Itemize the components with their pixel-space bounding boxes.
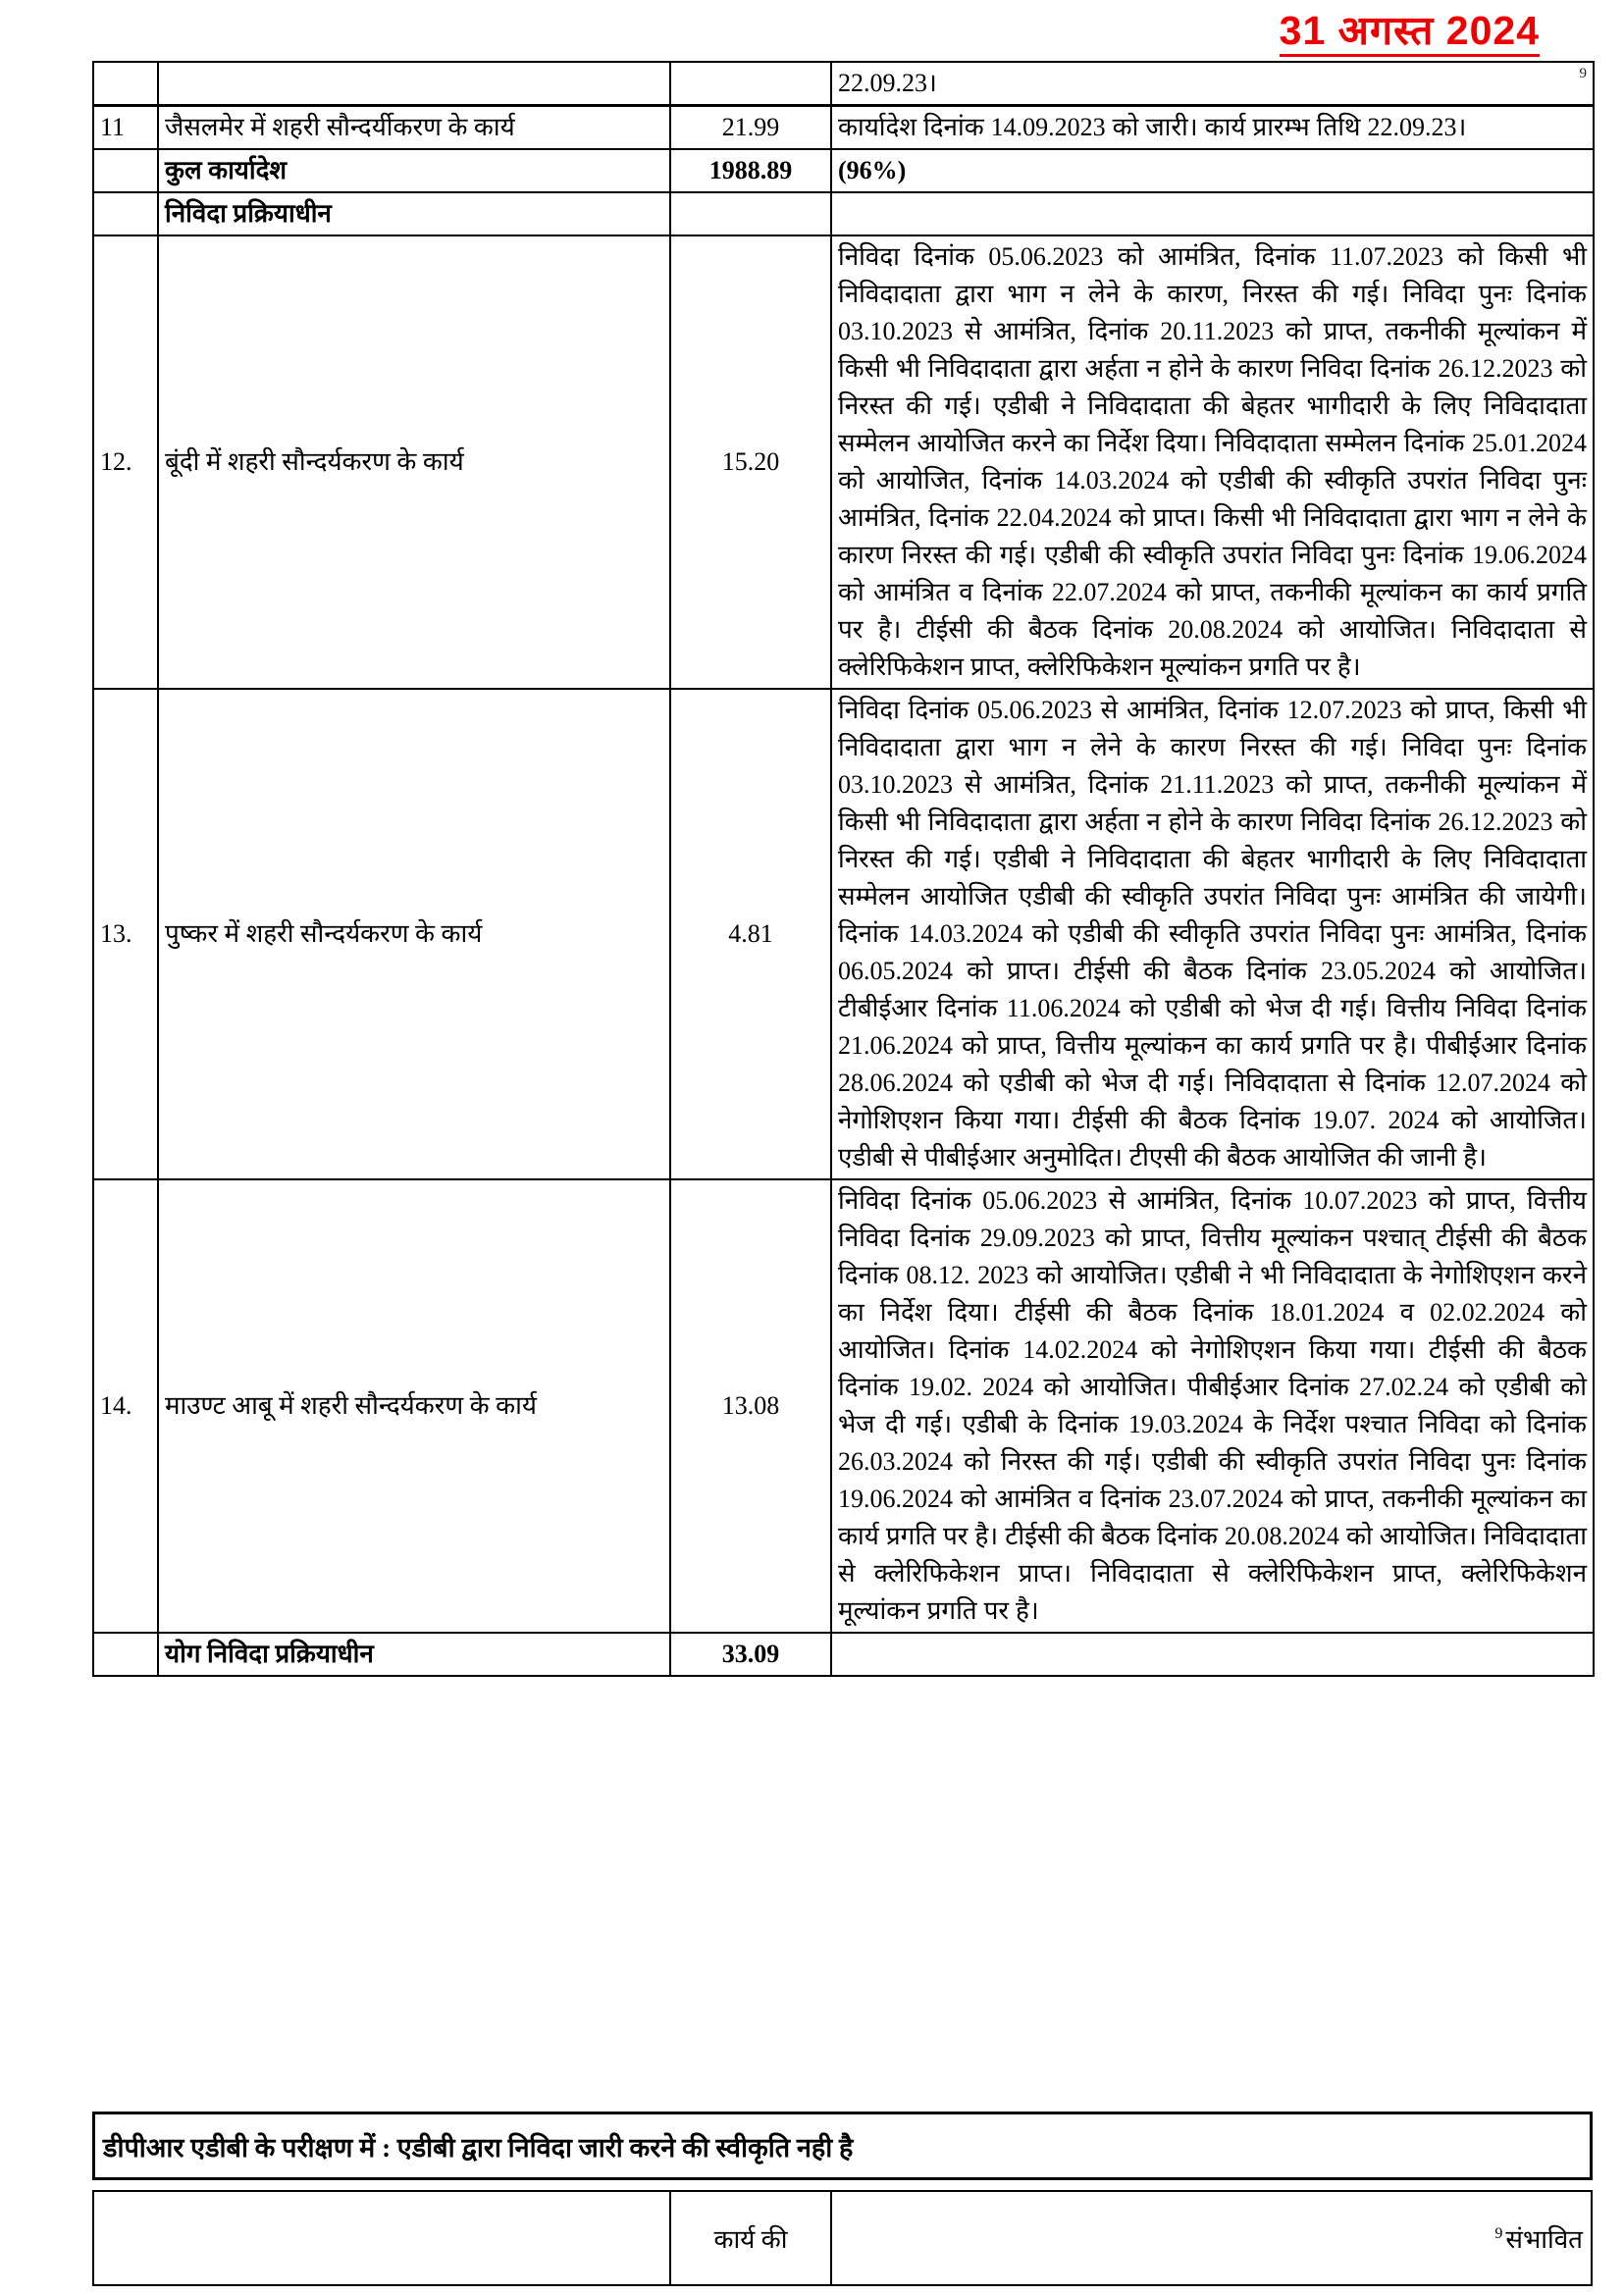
works-progress-table bbox=[92, 61, 1595, 1677]
row-remark: निविदा दिनांक 05.06.2023 से आमंत्रित, दिनांक 10.07.2023 को प्राप्त, वित्तीय निविदा दिनांक 29.09.2023 को प्राप्त, वित्तीय मूल्यांकन पश्चात् टीईसी की बैठक दिनांक 08.12. 2023 को आयोजित। एडीबी ने भी निविदादाता के नेगोशिएशन करने का निर्देश दिया। टीईसी की बैठक दिनांक 18.01.2024 व 02.02.2024 को आयोजित। दिनांक 14.02.2024 को नेगोशिएशन किया गया। टीईसी की बैठक दिनांक 19.02. 2024 को आयोजित। पीबीईआर दिनांक 27.02.24 को एडीबी को भेज दी गई। एडीबी के दिनांक 19.03.2024 के निर्देश पश्चात निविदा को दिनांक 26.03.2024 को निरस्त की गई। एडीबी की स्वीकृति उपरांत निविदा पुनः दिनांक 19.06.2024 को आमंत्रित व दिनांक 23.07.2024 को प्राप्त, तकनीकी मूल्यांकन का कार्य प्रगति पर है। टीईसी की बैठक दिनांक 20.08.2024 को आयोजित। निविदादाता से क्लेरिफिकेशन प्राप्त। निविदादाता से क्लेरिफिकेशन प्राप्त, क्लेरिफिकेशन मूल्यांकन प्रगति पर है। bbox=[831, 1179, 1594, 1633]
row-serial: 11 bbox=[93, 106, 158, 150]
total-label: कुल कार्यादेश bbox=[158, 149, 670, 192]
row-serial bbox=[93, 149, 158, 192]
row-remark bbox=[831, 62, 1594, 106]
table-row-section bbox=[93, 192, 1594, 235]
row-serial bbox=[93, 1633, 158, 1676]
footer-note-table bbox=[92, 2112, 1593, 2180]
row-work-name: पुष्कर में शहरी सौन्दर्यकरण के कार्य bbox=[158, 689, 670, 1179]
row-remark bbox=[831, 192, 1594, 235]
table-row-subtotal bbox=[93, 1633, 1594, 1676]
footer-cell-probable bbox=[831, 2191, 1592, 2285]
row-work-name bbox=[158, 62, 670, 106]
row-amount: 13.08 bbox=[670, 1179, 831, 1633]
total-amount: 1988.89 bbox=[670, 149, 831, 192]
table-row bbox=[93, 62, 1594, 106]
row-remark: निविदा दिनांक 05.06.2023 से आमंत्रित, दिनांक 12.07.2023 को प्राप्त, किसी भी निविदादाता द्वारा भाग न लेने के कारण निरस्त की गई। निविदा पुनः दिनांक 03.10.2023 से आमंत्रित, दिनांक 21.11.2023 को प्राप्त, तकनीकी मूल्यांकन में किसी भी निविदादाता द्वारा अर्हता न होने के कारण निविदा दिनांक 26.12.2023 को निरस्त की गई। एडीबी ने निविदादाता की बेहतर भागीदारी के लिए निविदादाता सम्मेलन आयोजित एडीबी की स्वीकृति उपरांत निविदा पुनः आमंत्रित की जायेगी। दिनांक 14.03.2024 को एडीबी की स्वीकृति उपरांत निविदा पुनः आमंत्रित, दिनांक 06.05.2024 को प्राप्त। टीईसी की बैठक दिनांक 23.05.2024 को आयोजित। टीबीईआर दिनांक 11.06.2024 को एडीबी को भेज दी गई। वित्तीय निविदा दिनांक 21.06.2024 को प्राप्त, वित्तीय मूल्यांकन का कार्य प्रगति पर है। पीबीईआर दिनांक 28.06.2024 को एडीबी को भेज दी गई। निविदादाता से दिनांक 12.07.2024 को नेगोशिएशन किया गया। टीईसी की बैठक दिनांक 19.07. 2024 को आयोजित। एडीबी से पीबीईआर अनुमोदित। टीएसी की बैठक आयोजित की जानी है। bbox=[831, 689, 1594, 1179]
footer-cell-probable-text: संभावित bbox=[1505, 2225, 1583, 2254]
row-amount: 4.81 bbox=[670, 689, 831, 1179]
page-number-mark: 9 bbox=[1494, 2225, 1503, 2243]
footer-note-row bbox=[94, 2113, 1592, 2179]
footer-partial-table bbox=[92, 2190, 1593, 2286]
row-amount bbox=[670, 192, 831, 235]
table-row-total bbox=[93, 149, 1594, 192]
footer-note-text: डीपीआर एडीबी के परीक्षण में : एडीबी द्वारा निविदा जारी करने की स्वीकृति नही है bbox=[94, 2113, 1592, 2179]
table-row bbox=[93, 235, 1594, 689]
subtotal-label: योग निविदा प्रक्रियाधीन bbox=[158, 1633, 670, 1676]
section-label: निविदा प्रक्रियाधीन bbox=[158, 192, 670, 235]
table-row bbox=[93, 689, 1594, 1179]
row-amount bbox=[670, 62, 831, 106]
row-remark: कार्यादेश दिनांक 14.09.2023 को जारी। कार्य प्रारम्भ तिथि 22.09.23। bbox=[831, 106, 1594, 150]
row-work-name: जैसलमेर में शहरी सौन्दर्यीकरण के कार्य bbox=[158, 106, 670, 150]
row-remark bbox=[831, 1633, 1594, 1676]
total-percent: (96%) bbox=[831, 149, 1594, 192]
table-row bbox=[93, 106, 1594, 150]
header-date-band bbox=[1280, 8, 1540, 57]
subtotal-amount: 33.09 bbox=[670, 1633, 831, 1676]
footer-container bbox=[92, 2112, 1593, 2286]
report-date: 31 अगस्त 2024 bbox=[1280, 8, 1540, 57]
row-serial: 12. bbox=[93, 235, 158, 689]
main-table-container bbox=[92, 61, 1593, 1677]
footer-partial-row bbox=[93, 2191, 1592, 2285]
footer-cell-blank bbox=[93, 2191, 670, 2285]
row-amount: 15.20 bbox=[670, 235, 831, 689]
row-amount: 21.99 bbox=[670, 106, 831, 150]
table-row bbox=[93, 1179, 1594, 1633]
row-work-name: बूंदी में शहरी सौन्दर्यकरण के कार्य bbox=[158, 235, 670, 689]
row-remark-text: 22.09.23। bbox=[838, 69, 937, 97]
page-number-mark: 9 bbox=[1579, 66, 1587, 81]
row-serial: 14. bbox=[93, 1179, 158, 1633]
row-serial: 13. bbox=[93, 689, 158, 1179]
footer-cell-work-of: कार्य की bbox=[670, 2191, 831, 2285]
row-remark: निविदा दिनांक 05.06.2023 को आमंत्रित, दिनांक 11.07.2023 को किसी भी निविदादाता द्वारा भाग न लेने के कारण, निरस्त की गई। निविदा पुनः दिनांक 03.10.2023 से आमंत्रित, दिनांक 20.11.2023 को प्राप्त, तकनीकी मूल्यांकन में किसी भी निविदादाता द्वारा अर्हता न होने के कारण निविदा दिनांक 26.12.2023 को निरस्त की गई। एडीबी ने निविदादाता की बेहतर भागीदारी के लिए निविदादाता सम्मेलन आयोजित करने का निर्देश दिया। निविदादाता सम्मेलन दिनांक 25.01.2024 को आयोजित, दिनांक 14.03.2024 को एडीबी की स्वीकृति उपरांत निविदा पुनः आमंत्रित, दिनांक 22.04.2024 को प्राप्त। किसी भी निविदादाता द्वारा भाग न लेने के कारण निरस्त की गई। एडीबी की स्वीकृति उपरांत निविदा पुनः दिनांक 19.06.2024 को आमंत्रित व दिनांक 22.07.2024 को प्राप्त, तकनीकी मूल्यांकन का कार्य प्रगति पर है। टीईसी की बैठक दिनांक 20.08.2024 को आयोजित। निविदादाता से क्लेरिफिकेशन प्राप्त, क्लेरिफिकेशन मूल्यांकन प्रगति पर है। bbox=[831, 235, 1594, 689]
row-serial bbox=[93, 192, 158, 235]
row-work-name: माउण्ट आबू में शहरी सौन्दर्यकरण के कार्य bbox=[158, 1179, 670, 1633]
row-serial bbox=[93, 62, 158, 106]
